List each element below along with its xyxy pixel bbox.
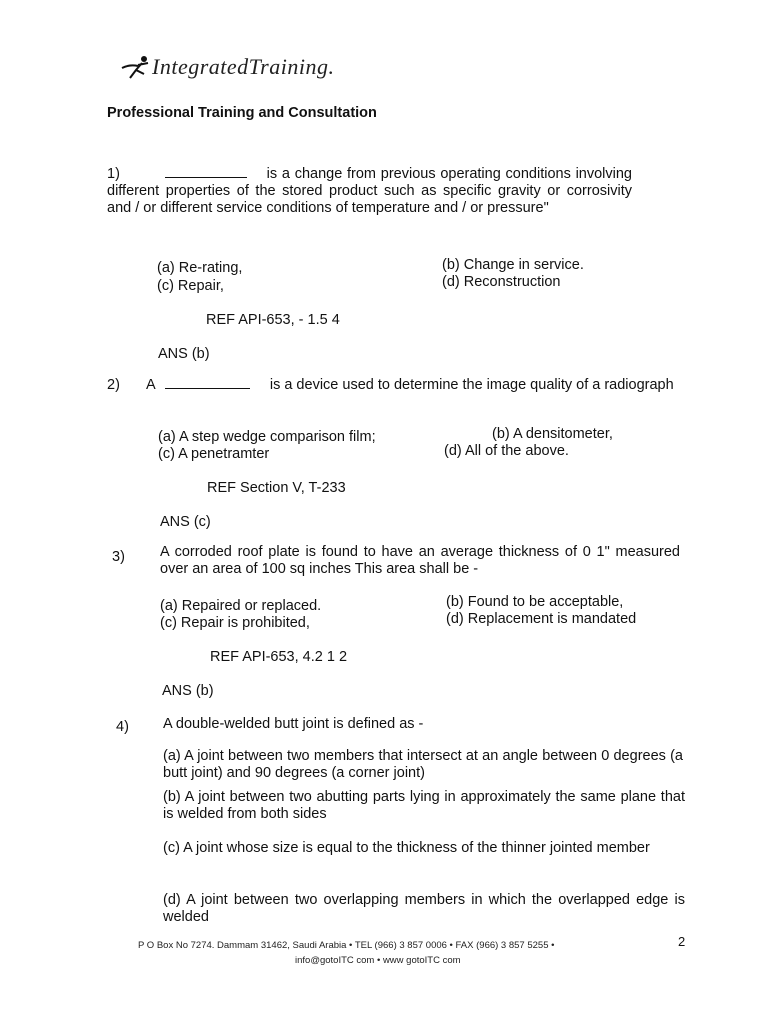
company-logo <box>120 54 334 80</box>
answer-blank <box>165 376 250 389</box>
option-d: (d) Replacement is mandated <box>446 611 637 627</box>
footer-contact: info@gotoITC com • www gotoITC com <box>295 955 461 966</box>
option-b: (b) A joint between two abutting parts lying in approximately the same plane that is welded from both sides <box>163 789 685 822</box>
option-c: (c) A joint whose size is equal to the thickness of the thinner jointed member <box>163 840 650 856</box>
question-number: 4) <box>116 719 129 735</box>
question-prefix: A <box>145 377 155 393</box>
option-b: (b) A densitometer, <box>492 426 613 442</box>
page-subtitle: Professional Training and Consultation <box>107 105 377 121</box>
question-body: is a device used to determine the image quality of a radiograph <box>269 377 674 393</box>
option-a: (a) Re-rating, <box>157 260 243 276</box>
footer-address: P O Box No 7274. Dammam 31462, Saudi Arabia • TEL (966) 3 857 0006 • FAX (966) 3 857 5255 • <box>138 940 555 951</box>
option-d: (d) Reconstruction <box>442 274 561 290</box>
question-2-text <box>107 376 682 394</box>
option-c: (c) Repair is prohibited, <box>160 615 310 631</box>
question-body: is a change from previous operating conditions involving different properties of the stored product such as specific gravity or corrosivity and / or different service conditions of temperature and / or pressure" <box>107 166 632 216</box>
answer: ANS (c) <box>160 514 211 530</box>
answer: ANS (b) <box>162 683 214 699</box>
question-4-text: A double-welded butt joint is defined as - <box>163 716 424 732</box>
option-a: (a) A step wedge comparison film; <box>158 429 376 445</box>
question-1-text <box>107 165 632 217</box>
logo-text: IntegratedTraining. <box>152 54 335 79</box>
option-c: (c) Repair, <box>157 278 224 294</box>
reference: REF API-653, 4.2 1 2 <box>210 649 348 665</box>
option-a: (a) A joint between two members that intersect at an angle between 0 degrees (a butt joint) and 90 degrees (a corner joint) <box>163 748 683 781</box>
option-a: (a) Repaired or replaced. <box>160 598 322 614</box>
option-b: (b) Found to be acceptable, <box>446 594 624 610</box>
question-number: 2) <box>107 377 120 393</box>
answer: ANS (b) <box>158 346 210 362</box>
option-d: (d) A joint between two overlapping members in which the overlapped edge is welded <box>163 892 685 925</box>
question-number: 3) <box>112 549 125 565</box>
option-d: (d) All of the above. <box>444 443 569 459</box>
option-b: (b) Change in service. <box>442 257 584 273</box>
page-number: 2 <box>678 934 686 949</box>
question-3-text: A corroded roof plate is found to have an average thickness of 0 1" measured over an area of 100 sq inches This area shall be - <box>160 544 680 577</box>
answer-blank <box>165 165 247 178</box>
question-number: 1) <box>107 166 120 182</box>
running-figure-icon <box>120 54 152 80</box>
reference: REF API-653, - 1.5 4 <box>206 312 340 328</box>
option-c: (c) A penetramter <box>158 446 270 462</box>
reference: REF Section V, T-233 <box>207 480 346 496</box>
